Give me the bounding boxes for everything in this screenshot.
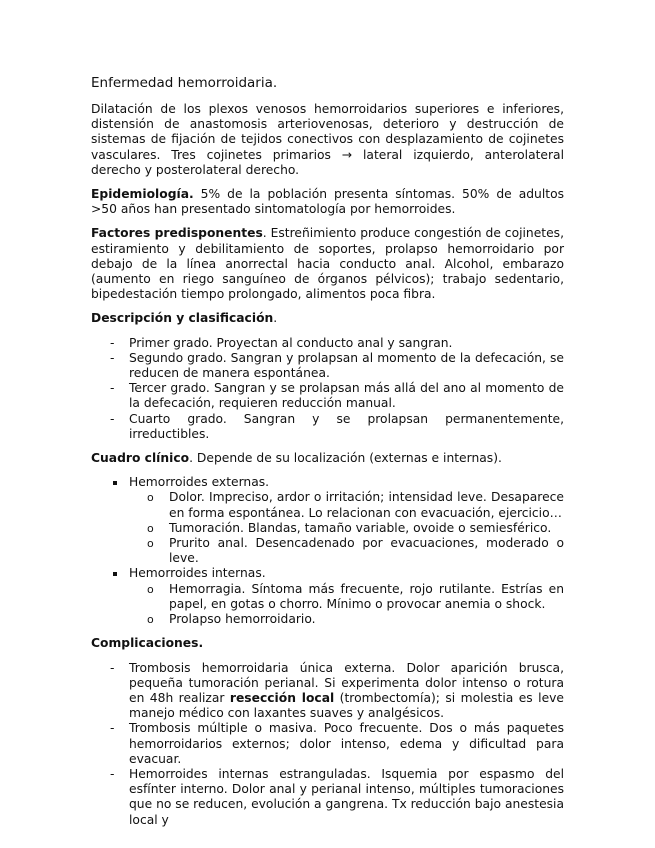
internal-hemorrhoids-label: Hemorroides internas. <box>129 566 266 581</box>
list-item: o Prolapso hemorroidario. <box>129 612 564 627</box>
clinical-picture-heading: Cuadro clínico. Depende de su localización (externas e internas). <box>91 451 502 466</box>
list-item: - Primer grado. Proyectan al conducto anal y sangran. <box>91 336 564 351</box>
epidemiology-text: 5% de la población presenta síntomas. 50% de adultos >50 años han presentado sintomatología por hemorroides. <box>91 187 564 217</box>
classification-list <box>91 336 564 442</box>
list-item: o Hemorragia. Síntoma más frecuente, rojo rutilante. Estrías en papel, en gotas o chorro. Mínimo o provocar anemia o shock. <box>129 582 564 612</box>
internal-hemorrhoids-item <box>91 566 564 627</box>
list-item: - Tercer grado. Sangran y se prolapsan más allá del ano al momento de la defecación, requieren reducción manual. <box>91 381 564 411</box>
intro-paragraph: Dilatación de los plexos venosos hemorroidarios superiores e inferiores, distensión de anastomosis arteriovenosas, deterioro y destrucción de sistemas de fijación de tejidos conectivos con desplazamiento de cojinetes vasculares. Tres cojinetes primarios → lateral izquierdo, anterolateral derecho y posterolateral derecho. <box>91 102 564 177</box>
list-item: o Dolor. Impreciso, ardor o irritación; intensidad leve. Desaparece en forma espontánea. Lo relacionan con evacuación, ejercicio… <box>129 490 564 520</box>
epidemiology-label: Epidemiología. <box>91 187 194 202</box>
risk-factors-text: . Estreñimiento produce congestión de cojinetes, estiramiento y debilitamiento de soportes, prolapso hemorroidario por debajo de la línea anorrectal hacia conducto anal. Alcohol, embarazo (aumento en riego sanguíneo de órganos pélvicos); trabajo sedentario, bipedestación tiempo prolongado, alimentos poca fibra. <box>91 226 564 302</box>
list-item: o Prurito anal. Desencadenado por evacuaciones, moderado o leve. <box>129 536 564 566</box>
epidemiology-paragraph <box>91 187 564 217</box>
list-item: - Trombosis hemorroidaria única externa. Dolor aparición brusca, pequeña tumoración perianal. Si experimenta dolor intenso o rotura en 48h realizar resección local (trombectomía); si molestia es leve manejo médico con laxantes suaves y analgésicos. <box>91 661 564 722</box>
external-symptoms-list <box>129 490 564 566</box>
local-resection-emphasis: resección local <box>229 690 335 705</box>
complications-list <box>91 661 564 828</box>
clinical-picture-list <box>91 475 564 627</box>
risk-factors-label: Factores predisponentes <box>91 226 263 241</box>
internal-symptoms-list <box>129 582 564 628</box>
list-item: - Cuarto grado. Sangran y se prolapsan permanentemente, irreductibles. <box>91 412 564 442</box>
risk-factors-paragraph <box>91 226 564 302</box>
list-item: - Hemorroides internas estranguladas. Isquemia por espasmo del esfínter interno. Dolor anal y perianal intenso, múltiples tumoraciones que no se reducen, evolución a gangrena. Tx reducción bajo anestesia local y <box>91 767 564 828</box>
list-item: - Segundo grado. Sangran y prolapsan al momento de la defecación, se reducen de manera espontánea. <box>91 351 564 381</box>
list-item: - Trombosis múltiple o masiva. Poco frecuente. Dos o más paquetes hemorroidarios externos; dolor intenso, edema y dificultad para evacuar. <box>91 721 564 767</box>
complications-heading: Complicaciones. <box>91 636 204 651</box>
list-item: o Tumoración. Blandas, tamaño variable, ovoide o semiesférico. <box>129 521 564 536</box>
external-hemorrhoids-item <box>91 475 564 566</box>
classification-heading: Descripción y clasificación. <box>91 311 278 326</box>
document-title: Enfermedad hemorroidaria. <box>91 75 278 91</box>
external-hemorrhoids-label: Hemorroides externas. <box>129 475 270 490</box>
